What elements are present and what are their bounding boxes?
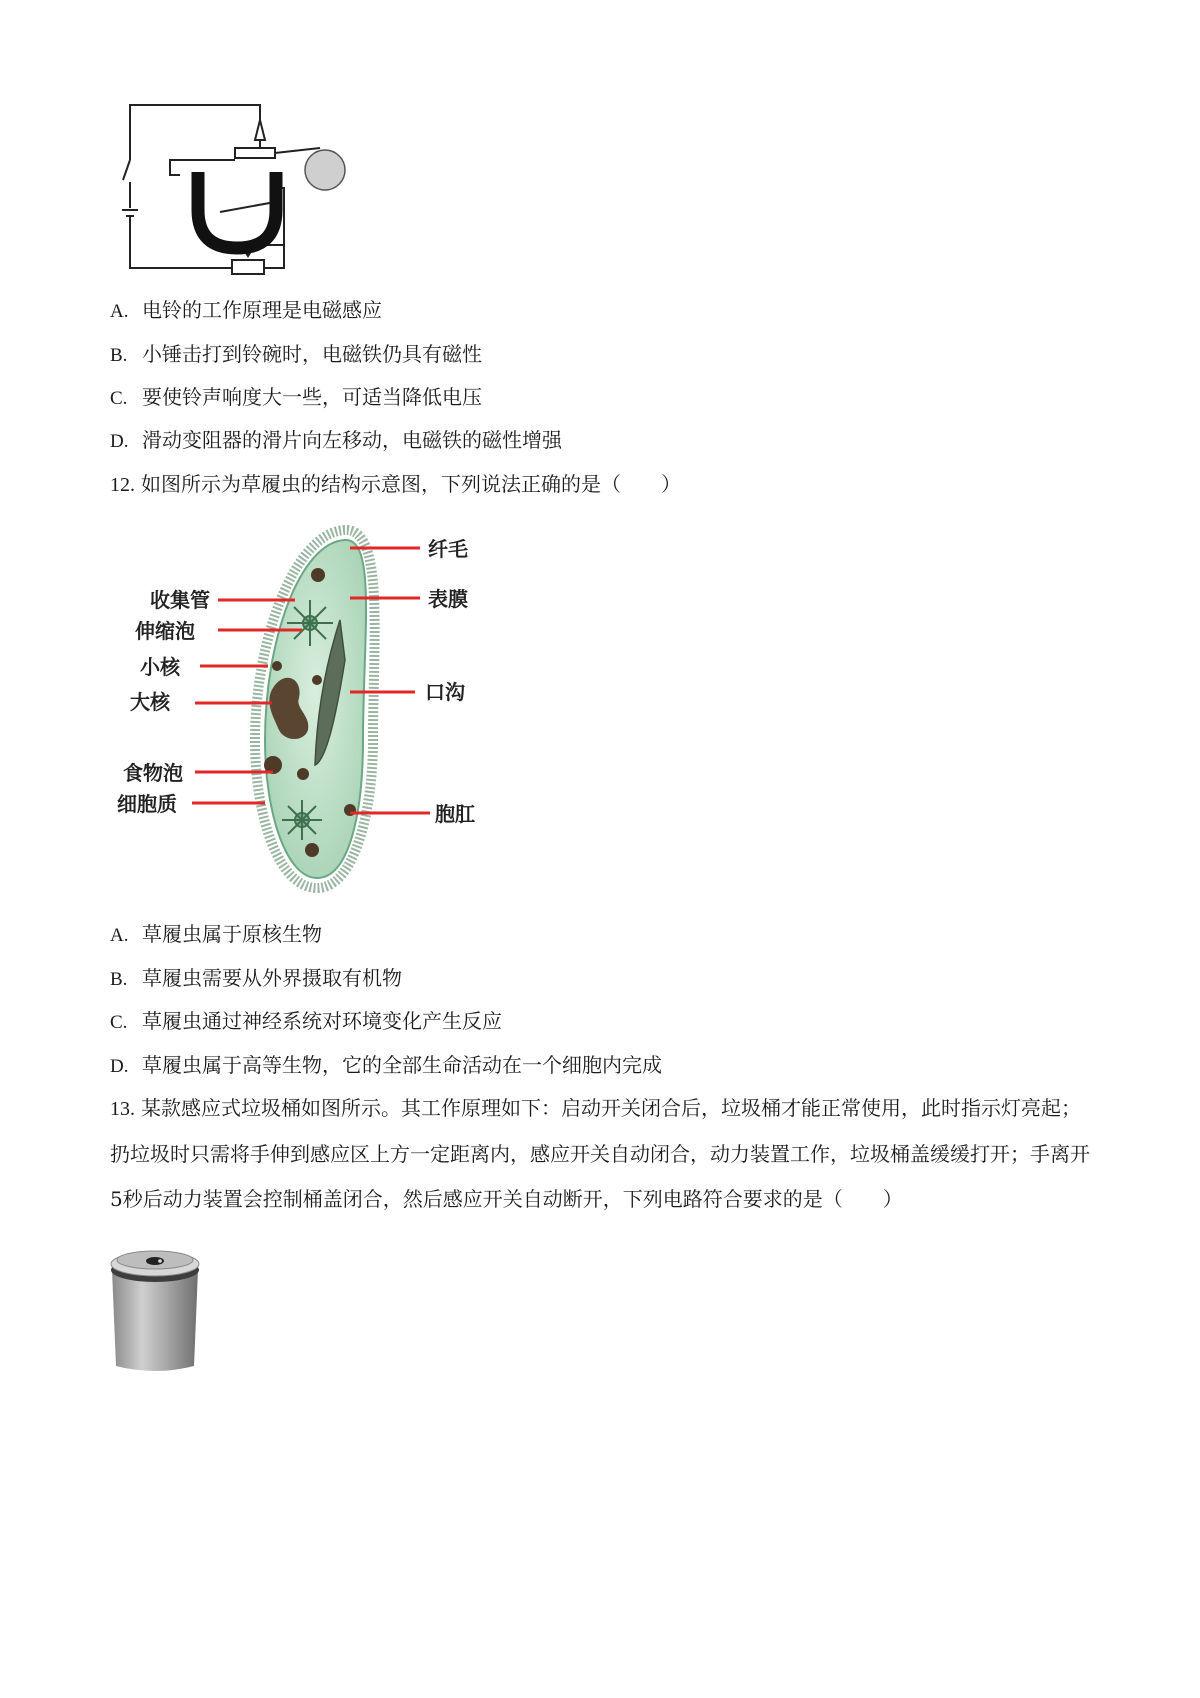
trash-bin-image: [100, 1228, 210, 1378]
option-letter: D.: [110, 431, 129, 452]
q11-option-b[interactable]: [110, 340, 482, 370]
question-text: 如图所示为草履虫的结构示意图，下列说法正确的是（ ）: [141, 472, 681, 496]
label-collecting-tube: 收集管: [150, 588, 210, 612]
label-micronucleus: 小核: [140, 655, 180, 679]
q13-stem: [110, 1086, 1100, 1222]
q12-option-d[interactable]: [110, 1051, 662, 1081]
option-letter: A.: [110, 301, 129, 322]
question-number: 12.: [110, 474, 135, 496]
option-letter: B.: [110, 345, 128, 366]
question-number: 13.: [110, 1098, 135, 1120]
option-text: 草履虫通过神经系统对环境变化产生反应: [142, 1009, 502, 1033]
option-letter: A.: [110, 925, 129, 946]
label-food-vacuole: 食物泡: [123, 761, 183, 785]
option-text: 滑动变阻器的滑片向左移动，电磁铁的磁性增强: [142, 428, 562, 452]
q11-option-d[interactable]: [110, 426, 562, 456]
option-text: 草履虫属于高等生物，它的全部生命活动在一个细胞内完成: [142, 1053, 662, 1077]
q12-option-c[interactable]: [110, 1007, 502, 1037]
label-contractile-vacuole: 伸缩泡: [135, 619, 195, 643]
option-letter: C.: [110, 1012, 128, 1033]
label-macronucleus: 大核: [130, 690, 170, 714]
paramecium-figure: [105, 520, 485, 900]
option-letter: D.: [110, 1056, 129, 1077]
q12-option-b[interactable]: [110, 964, 402, 994]
option-letter: C.: [110, 388, 128, 409]
label-cilia: 纤毛: [428, 537, 468, 561]
q11-option-c[interactable]: [110, 383, 482, 413]
question-text: 某款感应式垃圾桶如图所示。其工作原理如下：启动开关闭合后，垃圾桶才能正常使用，此时指示灯亮起；扔垃圾时只需将手伸到感应区上方一定距离内，感应开关自动闭合，动力装置工作，垃圾桶盖缓缓打开；手离开5秒后动力装置会控制桶盖闭合，然后感应开关自动断开，下列电路符合要求的是（ ）: [110, 1096, 1090, 1211]
q12-stem: [110, 470, 681, 499]
electric-bell-circuit-figure: [120, 100, 360, 275]
paramecium-diagram: [105, 520, 485, 900]
circuit-diagram: [120, 100, 360, 275]
q11-option-a[interactable]: [110, 296, 382, 326]
option-text: 要使铃声响度大一些，可适当降低电压: [142, 385, 482, 409]
option-text: 小锤击打到铃碗时，电磁铁仍具有磁性: [142, 342, 482, 366]
option-text: 电铃的工作原理是电磁感应: [142, 298, 382, 322]
option-text: 草履虫需要从外界摄取有机物: [142, 966, 402, 990]
label-cytoplasm: 细胞质: [117, 792, 177, 816]
trash-bin-figure: [100, 1228, 210, 1378]
q12-option-a[interactable]: [110, 920, 322, 950]
label-oral-groove: 口沟: [425, 680, 465, 704]
option-text: 草履虫属于原核生物: [142, 922, 322, 946]
option-letter: B.: [110, 969, 128, 990]
label-anal-pore: 胞肛: [435, 802, 475, 826]
label-pellicle: 表膜: [428, 587, 468, 611]
contractile-vacuole-lower: [282, 800, 322, 840]
